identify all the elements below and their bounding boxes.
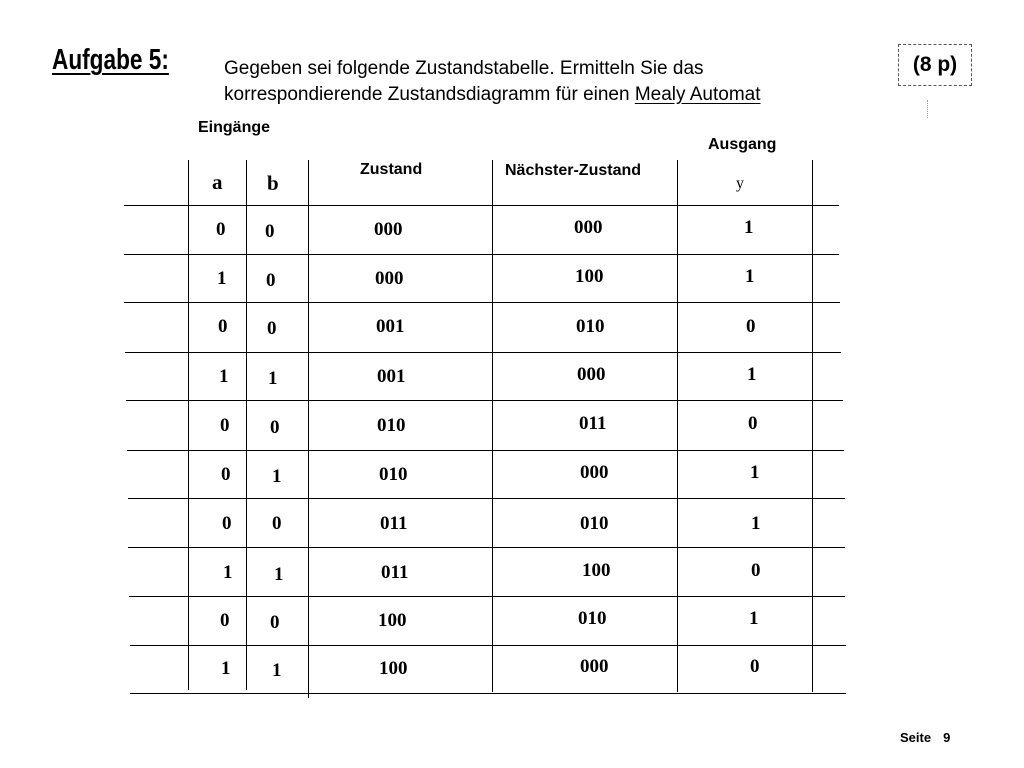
cell-next-state: 000 <box>574 217 603 238</box>
mealy-automat-term: Mealy Automat <box>634 84 761 105</box>
table-row-divider <box>130 693 846 694</box>
cell-state: 001 <box>377 366 406 387</box>
table-column-divider <box>308 160 309 698</box>
cell-next-state: 000 <box>580 656 609 677</box>
table-row-divider <box>124 302 840 303</box>
output-y-column-header: y <box>736 175 744 192</box>
cell-state: 001 <box>376 316 405 337</box>
cell-next-state: 000 <box>580 462 609 483</box>
cell-state: 011 <box>380 513 408 534</box>
cell-state: 011 <box>381 562 409 583</box>
table-column-divider <box>677 160 678 692</box>
cell-output-y: 1 <box>745 266 755 287</box>
table-row-divider <box>124 205 839 206</box>
cell-input-a: 1 <box>219 366 229 387</box>
dotted-marker <box>927 100 930 118</box>
cell-input-b: 0 <box>266 270 276 291</box>
cell-output-y: 1 <box>750 462 760 483</box>
task-description <box>224 56 761 108</box>
cell-next-state: 010 <box>578 608 607 629</box>
cell-input-a: 0 <box>216 219 226 240</box>
cell-output-y: 1 <box>747 364 757 385</box>
table-row-divider <box>128 498 845 499</box>
cell-next-state: 100 <box>575 266 604 287</box>
task-description-line-2 <box>224 82 761 108</box>
page-number: 9 <box>943 730 951 745</box>
cell-input-a: 0 <box>218 316 228 337</box>
cell-input-b: 0 <box>265 221 275 242</box>
cell-input-b: 1 <box>272 660 282 681</box>
page-label: Seite <box>900 730 932 745</box>
cell-output-y: 0 <box>750 656 760 677</box>
table-row-divider <box>127 450 844 451</box>
table-column-divider <box>812 160 813 692</box>
cell-next-state: 011 <box>579 413 607 434</box>
task-description-line-2-text: korrespondierende Zustandsdiagramm für einen <box>224 84 635 105</box>
cell-output-y: 1 <box>744 217 754 238</box>
points-badge: (8 p) <box>898 44 972 86</box>
cell-input-a: 0 <box>220 415 230 436</box>
task-description-line-1: Gegeben sei folgende Zustandstabelle. Ermitteln Sie das <box>224 58 704 79</box>
cell-next-state: 000 <box>577 364 606 385</box>
task-title: Aufgabe 5: <box>52 44 169 76</box>
table-row-divider <box>126 400 843 401</box>
cell-input-b: 0 <box>272 513 282 534</box>
output-group-header: Ausgang <box>708 136 777 153</box>
cell-input-a: 0 <box>222 513 232 534</box>
table-row-divider <box>129 596 845 597</box>
table-row-divider <box>125 352 841 353</box>
cell-input-a: 1 <box>221 658 231 679</box>
cell-next-state: 100 <box>582 560 611 581</box>
cell-input-a: 1 <box>223 562 233 583</box>
input-b-column-header: b <box>267 171 279 195</box>
table-column-divider <box>188 160 189 690</box>
cell-input-b: 0 <box>270 417 280 438</box>
cell-input-a: 0 <box>220 610 230 631</box>
table-column-divider <box>492 160 493 692</box>
table-column-divider <box>246 160 247 690</box>
cell-output-y: 0 <box>746 316 756 337</box>
cell-state: 100 <box>379 658 408 679</box>
cell-input-a: 0 <box>221 464 231 485</box>
cell-input-b: 1 <box>274 564 284 585</box>
cell-input-b: 0 <box>267 318 277 339</box>
cell-state: 100 <box>378 610 407 631</box>
cell-state: 000 <box>374 219 403 240</box>
table-row-divider <box>124 254 839 255</box>
cell-state: 010 <box>377 415 406 436</box>
next-state-column-header: Nächster-Zustand <box>505 162 642 179</box>
cell-state: 010 <box>379 464 408 485</box>
cell-output-y: 0 <box>748 413 758 434</box>
page-footer <box>900 731 950 744</box>
cell-output-y: 0 <box>751 560 761 581</box>
cell-output-y: 1 <box>749 608 759 629</box>
inputs-group-header: Eingänge <box>198 119 271 136</box>
cell-input-b: 0 <box>270 612 280 633</box>
cell-input-b: 1 <box>272 466 282 487</box>
table-row-divider <box>128 547 845 548</box>
cell-output-y: 1 <box>751 513 761 534</box>
cell-next-state: 010 <box>576 316 605 337</box>
cell-input-a: 1 <box>217 268 227 289</box>
cell-state: 000 <box>375 268 404 289</box>
cell-next-state: 010 <box>580 513 609 534</box>
table-row-divider <box>130 645 846 646</box>
state-column-header: Zustand <box>360 161 423 178</box>
cell-input-b: 1 <box>268 368 278 389</box>
input-a-column-header: a <box>212 170 223 194</box>
